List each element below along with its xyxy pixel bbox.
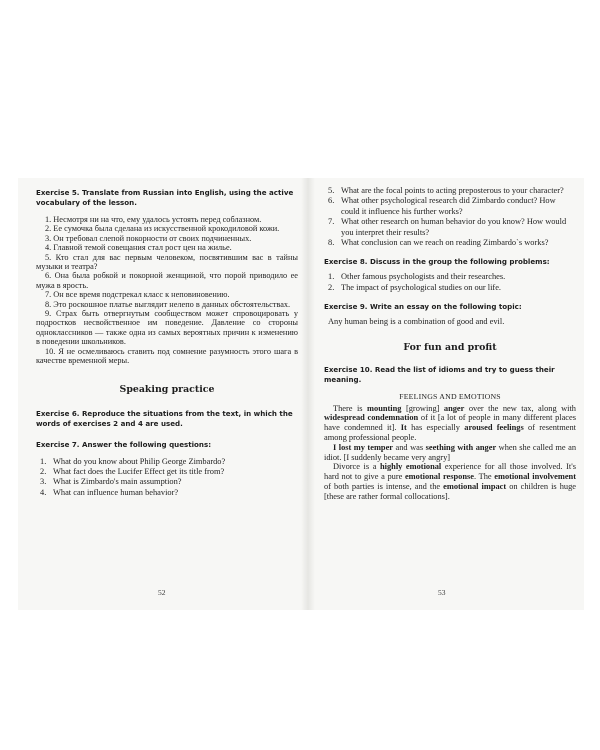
exercise-5-item: 6. Она была робкой и покорной женщиной, что порой приводило ее мужа в ярость.	[36, 271, 298, 290]
exercise-9-title: Exercise 9. Write an essay on the following topic:	[324, 302, 522, 312]
essay-topic: Any human being is a combination of good and evil.	[328, 317, 505, 327]
question-text: What are the focal points to acting preposterous to your character?	[341, 186, 564, 195]
text-run: of it [a lot of people in many different places have condemned it].	[324, 413, 576, 433]
right-page	[324, 186, 576, 502]
exercise-5-item: 1. Несмотря ни на что, ему удалось устоять перед соблазном.	[45, 215, 262, 224]
idiom-highlight: emotional impact	[443, 482, 507, 492]
question-number: 5.	[328, 186, 335, 195]
question-text: What can influence human behavior?	[53, 487, 179, 497]
exercise-5-item: 8. Это роскошное платье выглядит нелепо в данных обстоятельствах.	[45, 299, 291, 309]
text-run: There is	[333, 403, 368, 413]
left-page	[36, 186, 298, 498]
exercise-8-title: Exercise 8. Discuss in the group the following problems:	[324, 257, 550, 267]
item-text: The impact of psychological studies on our life.	[341, 282, 502, 292]
question-number: 6.	[328, 196, 335, 206]
exercise-5-item: 7. Он все время подстрекал класс к неповиновению.	[45, 290, 230, 300]
discussion-item	[324, 272, 576, 282]
text-run: when she called me an idiot. [I suddenly became very angry]	[324, 442, 577, 462]
question-text: What fact does the Lucifer Effect get its title from?	[53, 466, 225, 476]
exercise-5-item: 9. Страх быть отвергнутым сообществом может спровоцировать у подростков несвойственное им поведение. Давление со стороны одноклассников — также одна из самых вероятных причин к изменению в поведении школьников.	[36, 309, 298, 347]
exercise-5-title: Exercise 5. Translate from Russian into English, using the active vocabulary of the lesson.	[36, 188, 294, 207]
question-number: 8.	[328, 238, 335, 248]
idiom-highlight: highly emotional	[379, 462, 442, 472]
item-number: 1.	[328, 272, 335, 282]
question-number: 3.	[40, 477, 47, 487]
exercise-8-items	[324, 272, 576, 293]
question-text: What other psychological research did Zimbardo conduct? How could it influence his further works?	[341, 196, 556, 216]
feelings-subheading: FEELINGS AND EMOTIONS	[399, 391, 501, 401]
question-item	[324, 238, 576, 248]
question-item	[36, 488, 298, 498]
text-run: [growing]	[401, 403, 444, 413]
exercise-5-item: 2. Ее сумочка была сделана из искусственной крокодиловой кожи.	[45, 224, 280, 234]
text-run: on children is huge [these are rather formal collocations].	[324, 482, 576, 501]
question-text: What do you know about Philip George Zimbardo?	[53, 456, 226, 466]
discussion-item	[324, 283, 576, 293]
fun-and-profit-heading: For fun and profit	[403, 341, 497, 353]
idiom-highlight: It	[400, 423, 407, 433]
text-run: of resentment among professional people.	[324, 423, 576, 443]
exercise-5-items	[36, 215, 298, 366]
text-run: over the new tax, along with	[464, 403, 576, 413]
idiom-highlight: anger	[443, 403, 465, 413]
page-number-right: 53	[438, 588, 446, 597]
question-text: What other research on human behavior do you know? How would you interpret their results?	[341, 217, 567, 237]
question-item	[324, 196, 576, 217]
idiom-highlight: widespread condemnation	[324, 413, 419, 423]
item-number: 2.	[328, 282, 335, 292]
item-text: Other famous psychologists and their researches.	[341, 272, 506, 282]
idiom-highlight: I lost my temper	[333, 442, 394, 452]
question-item	[36, 477, 298, 487]
question-text: What conclusion can we reach on reading Zimbardo`s works?	[341, 238, 549, 248]
text-run: and was	[393, 442, 426, 452]
speaking-practice-heading: Speaking practice	[119, 383, 215, 395]
idiom-highlight: emotional involvement	[494, 472, 576, 482]
exercise-10-title: Exercise 10. Read the list of idioms and try to guess their meaning.	[324, 364, 555, 384]
question-item	[36, 467, 298, 477]
text-run: of both parties is intense, and the	[324, 482, 444, 492]
text-run: has especially	[406, 423, 465, 433]
question-text: What is Zimbardo's main assumption?	[53, 477, 182, 487]
book-spread	[18, 178, 584, 610]
text-run: . The	[474, 472, 495, 482]
idiom-highlight: aroused feelings	[464, 423, 524, 433]
exercise-6-title: Exercise 6. Reproduce the situations from the text, in which the words of exercises 2 and 4 are used.	[36, 408, 293, 428]
exercise-7-questions	[36, 457, 298, 499]
question-item	[36, 457, 298, 467]
text-run: Divorce is a	[333, 462, 380, 472]
exercise-5-item: 10. Я не осмеливаюсь ставить под сомнение разумность этого шага в качестве временной меры.	[36, 346, 298, 366]
idiom-highlight: seething with anger	[425, 442, 497, 452]
question-item	[324, 217, 576, 238]
idiom-paragraph-3	[324, 462, 576, 501]
idiom-highlight: mounting	[367, 403, 402, 413]
question-number: 4.	[40, 487, 47, 497]
exercise-7-questions-continued	[324, 186, 576, 248]
exercise-5-item: 5. Кто стал для вас первым человеком, посвятившим вас в тайны музыки и театра?	[36, 252, 298, 272]
idiom-paragraph-1	[324, 404, 576, 443]
question-item	[324, 186, 576, 196]
idiom-paragraph-2	[324, 443, 576, 463]
exercise-5-item: 3. Он требовал слепой покорности от своих подчиненных.	[45, 233, 252, 243]
question-number: 1.	[40, 456, 47, 466]
page-number-left: 52	[158, 588, 166, 597]
idiom-highlight: emotional response	[404, 472, 474, 482]
text-run: experience for all those involved. It's hard not to give a pure	[324, 462, 576, 482]
exercise-7-title: Exercise 7. Answer the following questions:	[36, 439, 212, 449]
question-number: 7.	[328, 217, 335, 227]
question-number: 2.	[40, 466, 47, 476]
exercise-5-item: 4. Главной темой совещания стал рост цен на жилье.	[45, 243, 232, 253]
book-gutter	[301, 178, 315, 610]
